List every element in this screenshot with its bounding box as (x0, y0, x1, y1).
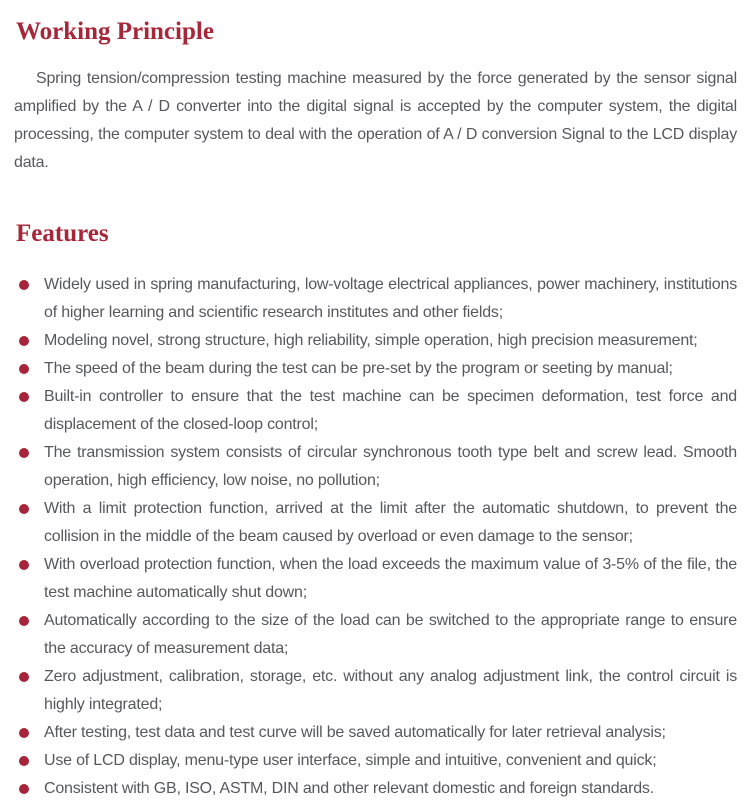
feature-item (14, 355, 737, 383)
working-principle-heading: Working Principle (16, 18, 214, 45)
feature-item-text: Use of LCD display, menu-type user interface, simple and intuitive, convenient and quick; (44, 752, 657, 769)
bullet-icon (19, 504, 29, 514)
bullet-icon (19, 280, 29, 290)
bullet-icon (19, 728, 29, 738)
working-principle-paragraph: Spring tension/compression testing machine measured by the force generated by the sensor signal amplified by the A / D converter into the digital signal is accepted by the computer system, the digital processing, the computer system to deal with the operation of A / D conversion Signal to the LCD display data. (14, 70, 737, 171)
feature-item (14, 663, 737, 719)
feature-item-text: Built-in controller to ensure that the test machine can be specimen deformation, test force and displacement of the closed-loop control; (44, 388, 737, 433)
feature-item-text: Zero adjustment, calibration, storage, etc. without any analog adjustment link, the control circuit is highly integrated; (44, 668, 737, 713)
bullet-icon (19, 784, 29, 794)
bullet-icon (19, 392, 29, 402)
feature-item-text: Automatically according to the size of the load can be switched to the appropriate range to ensure the accuracy of measurement data; (44, 612, 737, 657)
feature-item (14, 551, 737, 607)
feature-item (14, 327, 737, 355)
feature-item (14, 271, 737, 327)
feature-item-text: Widely used in spring manufacturing, low-voltage electrical appliances, power machinery, institutions of higher learning and scientific research institutes and other fields; (44, 276, 737, 321)
feature-item-text: Modeling novel, strong structure, high reliability, simple operation, high precision measurement; (44, 332, 698, 349)
feature-item (14, 719, 737, 747)
feature-item (14, 383, 737, 439)
feature-item-text: After testing, test data and test curve will be saved automatically for later retrieval analysis; (44, 724, 666, 741)
feature-item (14, 439, 737, 495)
feature-item (14, 747, 737, 775)
feature-item (14, 607, 737, 663)
bullet-icon (19, 448, 29, 458)
features-list (14, 271, 737, 803)
feature-item-text: With a limit protection function, arrived at the limit after the automatic shutdown, to prevent the collision in the middle of the beam caused by overload or even damage to the sensor; (44, 500, 737, 545)
bullet-icon (19, 672, 29, 682)
feature-item-text: With overload protection function, when the load exceeds the maximum value of 3-5% of the file, the test machine automatically shut down; (44, 556, 737, 601)
features-heading: Features (16, 220, 109, 247)
feature-item (14, 775, 737, 803)
feature-item-text: The transmission system consists of circular synchronous tooth type belt and screw lead. Smooth operation, high efficiency, low noise, no pollution; (44, 444, 737, 489)
feature-item (14, 495, 737, 551)
bullet-icon (19, 336, 29, 346)
bullet-icon (19, 616, 29, 626)
bullet-icon (19, 364, 29, 374)
bullet-icon (19, 560, 29, 570)
feature-item-text: The speed of the beam during the test can be pre-set by the program or seeting by manual; (44, 360, 673, 377)
feature-item-text: Consistent with GB, ISO, ASTM, DIN and other relevant domestic and foreign standards. (44, 780, 654, 797)
bullet-icon (19, 756, 29, 766)
